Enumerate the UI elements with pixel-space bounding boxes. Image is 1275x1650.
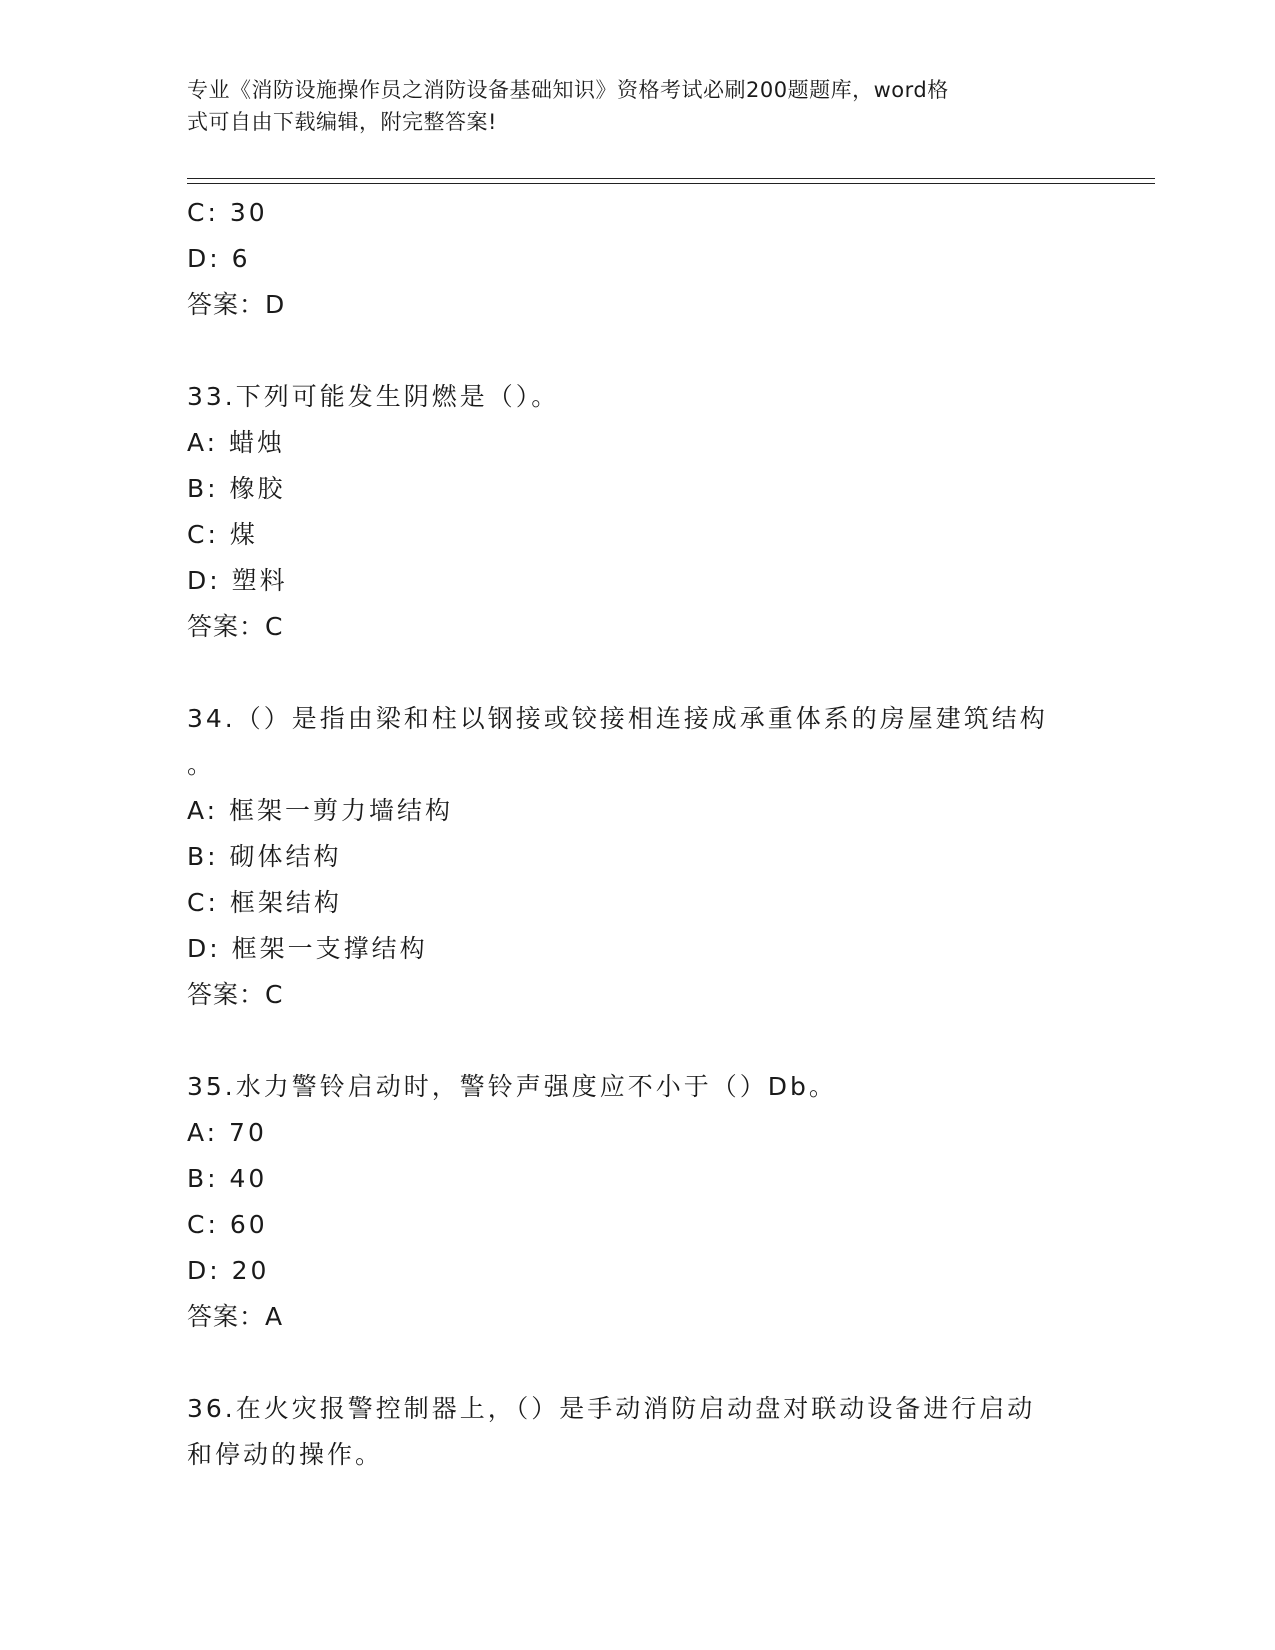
option-d: D: 6 bbox=[187, 244, 251, 273]
header-divider-top bbox=[187, 178, 1155, 179]
option-c: C: 框架结构 bbox=[187, 888, 342, 917]
option-b: B: 橡胶 bbox=[187, 474, 286, 503]
answer: 答案：C bbox=[187, 980, 284, 1009]
question-stem: 36.在火灾报警控制器上，（）是手动消防启动盘对联动设备进行启动 bbox=[187, 1394, 1036, 1423]
question-list bbox=[187, 190, 1087, 1478]
option-b: B: 砌体结构 bbox=[187, 842, 342, 871]
document-header bbox=[187, 74, 1067, 138]
answer: 答案：C bbox=[187, 612, 284, 641]
option-d: D: 塑料 bbox=[187, 566, 288, 595]
option-c: C: 30 bbox=[187, 198, 268, 227]
option-b: B: 40 bbox=[187, 1164, 268, 1193]
question-stem: 34.（）是指由梁和柱以钢接或铰接相连接成承重体系的房屋建筑结构 bbox=[187, 704, 1048, 733]
header-divider-bottom bbox=[187, 183, 1155, 184]
question-stem: 35.水力警铃启动时，警铃声强度应不小于（）Db。 bbox=[187, 1072, 837, 1101]
option-a: A: 蜡烛 bbox=[187, 428, 286, 457]
question-stem-continued: 和停动的操作。 bbox=[187, 1440, 384, 1469]
option-c: C: 煤 bbox=[187, 520, 258, 549]
option-c: C: 60 bbox=[187, 1210, 268, 1239]
answer: 答案：D bbox=[187, 290, 286, 319]
answer: 答案：A bbox=[187, 1302, 284, 1331]
header-line-1: 专业《消防设施操作员之消防设备基础知识》资格考试必刷200题题库，word格 bbox=[187, 78, 949, 102]
option-d: D: 框架一支撑结构 bbox=[187, 934, 428, 963]
option-a: A: 70 bbox=[187, 1118, 267, 1147]
question-stem: 33.下列可能发生阴燃是（）。 bbox=[187, 382, 560, 411]
header-line-2: 式可自由下载编辑，附完整答案! bbox=[187, 110, 497, 134]
question-stem-continued: 。 bbox=[187, 750, 216, 779]
option-d: D: 20 bbox=[187, 1256, 270, 1285]
option-a: A: 框架一剪力墙结构 bbox=[187, 796, 454, 825]
